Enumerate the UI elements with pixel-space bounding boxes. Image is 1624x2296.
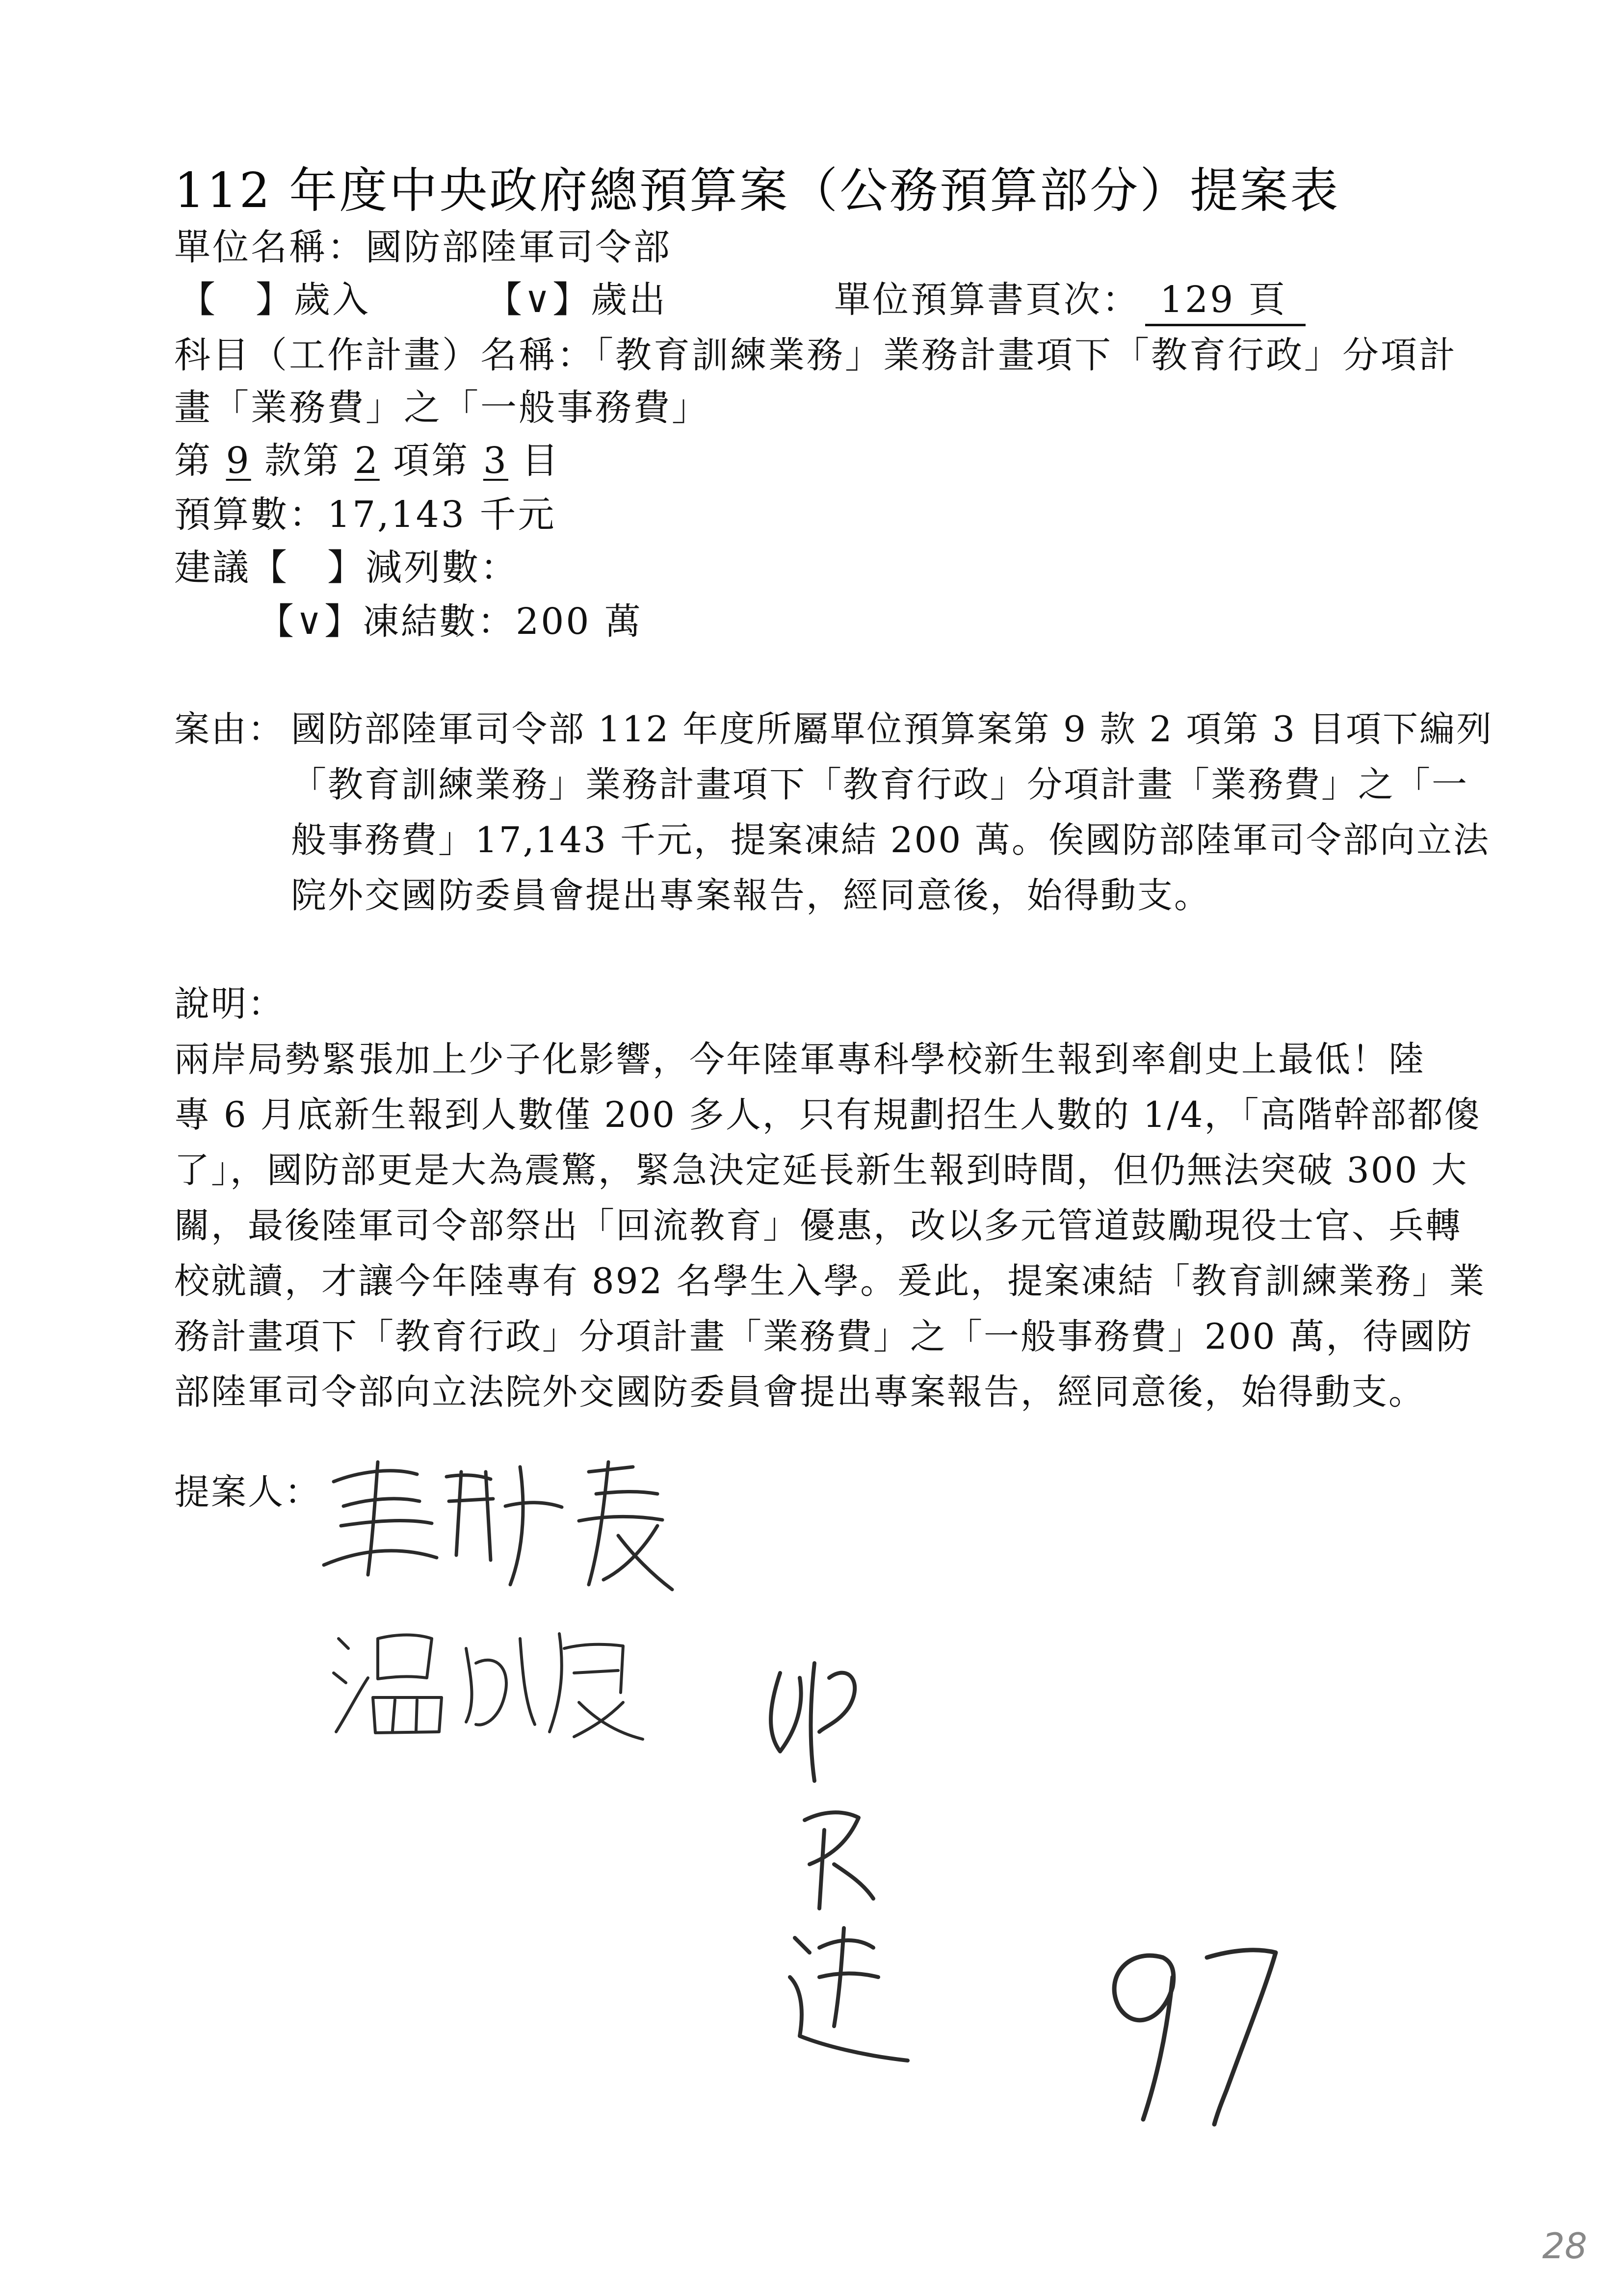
section-kuan: 9	[226, 440, 251, 482]
signature-2	[329, 1619, 653, 1748]
budget-page	[834, 271, 1306, 326]
form-title: 112 年度中央政府總預算案（公務預算部分）提案表	[174, 163, 1340, 219]
budget-page-value-box	[1145, 271, 1306, 326]
explanation-line: 部陸軍司令部向立法院外交國防委員會提出專案報告，經同意後，始得動支。	[174, 1371, 1426, 1412]
explanation-line: 務計畫項下「教育行政」分項計畫「業務費」之「一般事務費」200 萬，待國防	[174, 1316, 1473, 1357]
reason-body	[291, 702, 1493, 923]
budget-page-label: 單位預算書頁次：	[834, 279, 1140, 321]
budget-amount: 預算數：17,143 千元	[174, 494, 556, 536]
explanation-label: 說明：	[174, 983, 285, 1024]
subject-line-1: 科目（工作計畫）名稱：「教育訓練業務」業務計畫項下「教育行政」分項計	[174, 334, 1457, 376]
reason-line: 國防部陸軍司令部 112 年度所屬單位預算案第 9 款 2 項第 3 目項下編列	[291, 708, 1493, 750]
section-mu: 3	[483, 440, 508, 482]
section-kuan-post: 款第	[251, 440, 355, 482]
subject-line-2: 畫「業務費」之「一般事務費」	[174, 387, 710, 429]
suggest-cut: 建議【 】減列數：	[174, 547, 519, 589]
signature-1	[314, 1452, 677, 1601]
explanation-line: 專 6 月底新生報到人數僅 200 多人，只有規劃招生人數的 1/4，「高階幹部都傻	[174, 1094, 1481, 1135]
explanation-line: 了」，國防部更是大為震驚，緊急決定延長新生報到時間，但仍無法突破 300 大	[174, 1149, 1468, 1191]
budget-section	[174, 432, 560, 484]
explanation-line: 關，最後陸軍司令部祭出「回流教育」優惠，改以多元管道鼓勵現役士官、兵轉	[174, 1205, 1463, 1246]
proposer-label: 提案人：	[174, 1471, 322, 1513]
explanation-line: 校就讀，才讓今年陸專有 892 名學生入學。爰此，提案凍結「教育訓練業務」業	[174, 1260, 1486, 1302]
budget-page-value: 129 頁	[1160, 279, 1287, 321]
expenditure-checkbox: 【∨】歲出	[486, 279, 668, 321]
section-xiang: 2	[354, 440, 380, 482]
section-kuan-pre: 第	[174, 440, 226, 482]
reason-line: 般事務費」17,143 千元，提案凍結 200 萬。俟國防部陸軍司令部向立法	[291, 819, 1491, 861]
signature-3	[751, 1634, 937, 2077]
explanation-body	[174, 1032, 1486, 1420]
reason-label: 案由：	[174, 708, 285, 750]
explanation-line: 兩岸局勢緊張加上少子化影響，今年陸軍專科學校新生報到率創史上最低！陸	[174, 1039, 1426, 1080]
suggest-freeze: 【∨】凍結數：200 萬	[258, 600, 643, 643]
unit-name: 單位名稱：國防部陸軍司令部	[174, 226, 672, 268]
section-xiang-post: 項第	[379, 440, 483, 482]
page-mark: 28	[1542, 2225, 1587, 2267]
section-mu-post: 目	[508, 440, 560, 482]
revenue-checkbox: 【 】歲入	[179, 279, 370, 321]
reason-line: 院外交國防委員會提出專案報告，經同意後，始得動支。	[291, 875, 1211, 916]
handwritten-number	[1089, 1928, 1295, 2136]
reason-line: 「教育訓練業務」業務計畫項下「教育行政」分項計畫「業務費」之「一	[291, 764, 1469, 805]
